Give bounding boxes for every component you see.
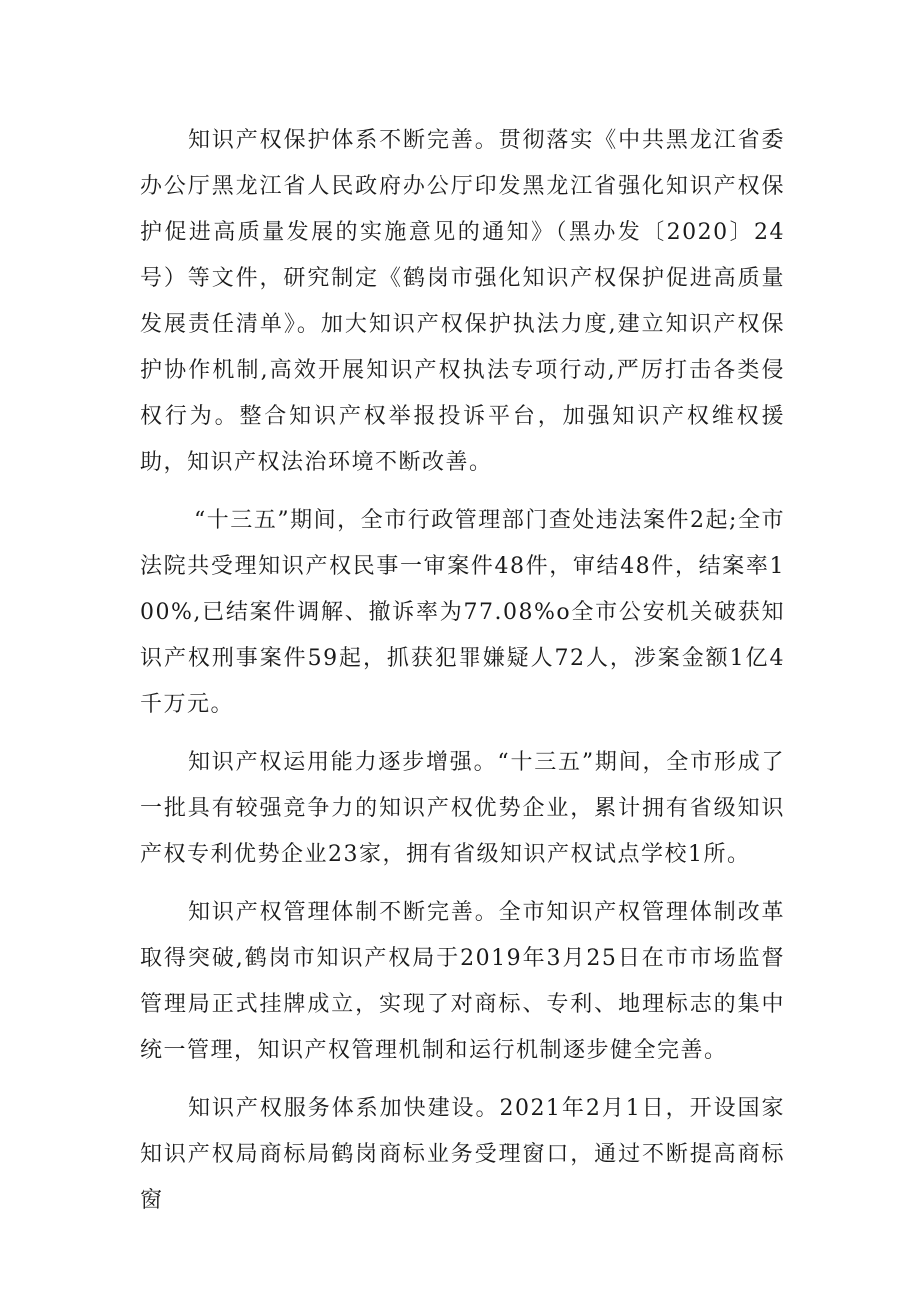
paragraph-ip-management-system: 知识产权管理体制不断完善。全市知识产权管理体制改革取得突破,鹤岗市知识产权局于2019年3月25日在市市场监督管理局正式挂牌成立，实现了对商标、专利、地理标志的集中统一管理，知识产权管理机制和运行机制逐步健全完善。: [140, 900, 785, 1063]
paragraph-ip-service-system: 知识产权服务体系加快建设。2021年2月1日，开设国家知识产权局商标局鹤岗商标业务受理窗口，通过不断提高商标窗: [140, 1096, 785, 1213]
document-body: [140, 118, 785, 1236]
paragraph-ip-utilization: 知识产权运用能力逐步增强。“十三五”期间，全市形成了一批具有较强竞争力的知识产权优势企业，累计拥有省级知识产权专利优势企业23家，拥有省级知识产权试点学校1所。: [140, 750, 785, 867]
paragraph-13th-five-year-cases: “十三五”期间，全市行政管理部门查处违法案件2起;全市法院共受理知识产权民事一审案件48件，审结48件，结案率100%,已结案件调解、撤诉率为77.08%o全市公安机关破获知识产权刑事案件59起，抓获犯罪嫌疑人72人，涉案金额1亿4千万元。: [140, 508, 785, 717]
paragraph-ip-protection-system: 知识产权保护体系不断完善。贯彻落实《中共黑龙江省委办公厅黑龙江省人民政府办公厅印发黑龙江省强化知识产权保护促进高质量发展的实施意见的通知》（黑办发〔2020〕24号）等文件，研究制定《鹤岗市强化知识产权保护促进高质量发展责任清单》。加大知识产权保护执法力度,建立知识产权保护协作机制,高效开展知识产权执法专项行动,严厉打击各类侵权行为。整合知识产权举报投诉平台，加强知识产权维权援助，知识产权法治环境不断改善。: [140, 128, 785, 475]
